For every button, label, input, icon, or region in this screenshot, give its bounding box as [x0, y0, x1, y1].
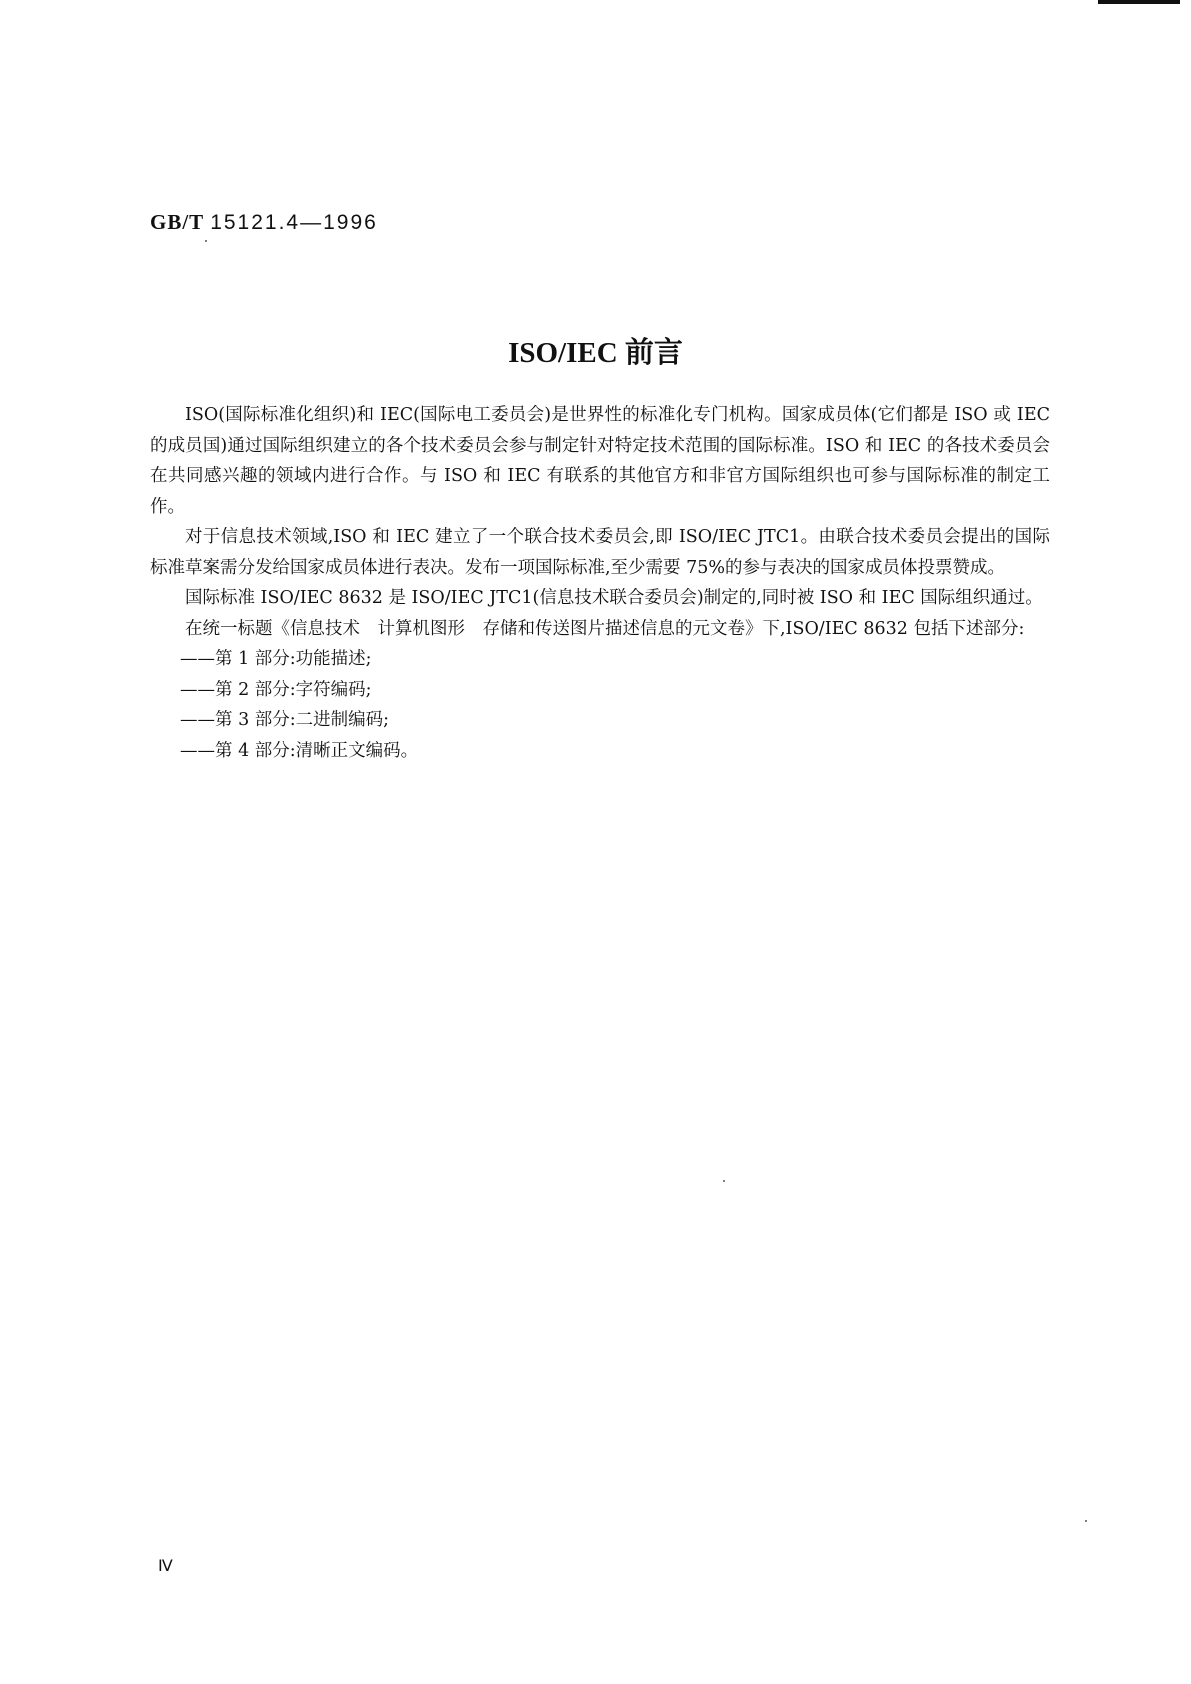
list-item-part-3: ——第 3 部分:二进制编码; — [180, 710, 390, 730]
standard-code — [150, 210, 378, 235]
document-body — [150, 400, 1050, 766]
scan-speck — [205, 240, 207, 242]
standard-prefix: GB/T — [150, 210, 205, 234]
paragraph-organizations: ISO(国际标准化组织)和 IEC(国际电工委员会)是世界性的标准化专门机构。国家成员体(它们都是 ISO 或 IEC 的成员国)通过国际组织建立的各个技术委员会参与制定针对特定技术范围的国际标准。ISO 和 IEC 的各技术委员会在共同感兴趣的领域内进行合作。与 ISO 和 IEC 有联系的其他官方和非官方国际组织也可参与国际标准的制定工作。 — [150, 405, 1050, 517]
page-number: Ⅳ — [158, 1558, 173, 1575]
paragraph-parts-intro: 在统一标题《信息技术 计算机图形 存储和传送图片描述信息的元文卷》下,ISO/IEC 8632 包括下述部分: — [185, 618, 1025, 639]
scan-edge-mark — [1098, 0, 1180, 4]
list-item-part-2: ——第 2 部分:字符编码; — [180, 679, 372, 700]
list-item-part-4: ——第 4 部分:清晰正文编码。 — [180, 740, 419, 761]
scan-speck — [723, 1180, 725, 1182]
paragraph-adoption: 国际标准 ISO/IEC 8632 是 ISO/IEC JTC1(信息技术联合委员会)制定的,同时被 ISO 和 IEC 国际组织通过。 — [185, 588, 1043, 608]
standard-number: 15121.4—1996 — [210, 211, 378, 234]
page-title: ISO/IEC 前言 — [508, 337, 683, 369]
scan-speck — [1085, 1520, 1087, 1522]
paragraph-jtc1: 对于信息技术领域,ISO 和 IEC 建立了一个联合技术委员会,即 ISO/IEC JTC1。由联合技术委员会提出的国际标准草案需分发给国家成员体进行表决。发布一项国际标准,至少需要 75%的参与表决的国家成员体投票赞成。 — [150, 527, 1050, 578]
list-item-part-1: ——第 1 部分:功能描述; — [180, 649, 372, 669]
